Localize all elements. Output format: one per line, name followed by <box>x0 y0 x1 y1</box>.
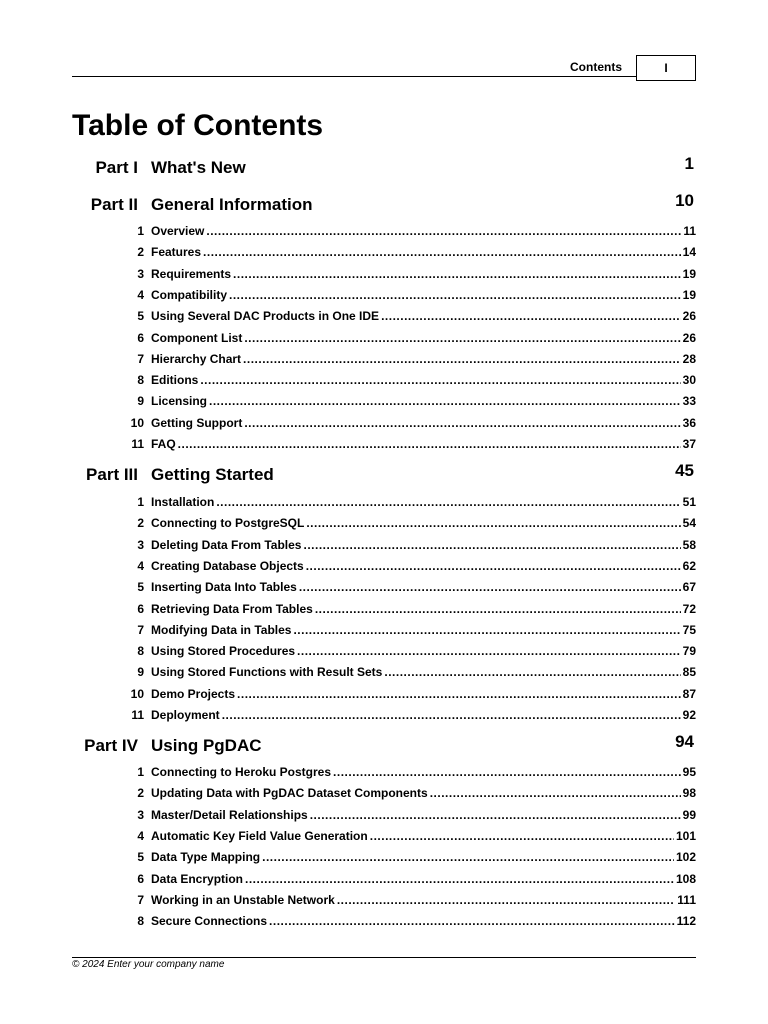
toc-entry-number: 3 <box>137 266 144 281</box>
footer-rule <box>72 957 696 958</box>
toc-entry-title: Automatic Key Field Value Generation <box>151 828 368 843</box>
toc-dot-leader <box>178 435 681 453</box>
toc-entry-number: 11 <box>131 708 144 722</box>
toc-entry[interactable] <box>72 827 696 845</box>
toc-entry-number: 7 <box>137 892 144 907</box>
toc-entry-page: 92 <box>682 708 696 722</box>
toc-entry[interactable] <box>72 435 696 453</box>
toc-entry-number: 5 <box>137 580 144 595</box>
toc-entry-line <box>151 663 696 681</box>
toc-dot-leader <box>244 414 680 432</box>
toc-part-page: 1 <box>684 154 694 173</box>
toc-dot-leader <box>222 706 681 724</box>
toc-entry-line <box>151 621 696 639</box>
toc-part-page: 94 <box>675 732 694 751</box>
toc-entry-title: Hierarchy Chart <box>151 351 242 366</box>
toc-entry-page: 26 <box>682 330 696 345</box>
toc-entry-number: 2 <box>137 786 144 801</box>
toc-dot-leader <box>381 307 681 325</box>
toc-entry[interactable] <box>72 600 696 618</box>
toc-entry-line <box>151 435 696 453</box>
toc-entry[interactable] <box>72 557 696 575</box>
toc-entry-page: 87 <box>682 686 696 701</box>
toc-entry-line <box>151 286 696 304</box>
toc-entry[interactable] <box>72 663 696 681</box>
toc-entry[interactable] <box>72 621 696 639</box>
toc-entry-number: 3 <box>137 807 144 822</box>
toc-entry-line <box>151 806 696 824</box>
toc-entry-page: 36 <box>682 415 696 430</box>
toc-entry[interactable] <box>72 371 696 389</box>
toc-entry-line <box>151 784 696 802</box>
toc-entry-line <box>151 329 696 347</box>
toc-entry-page: 11 <box>683 224 696 238</box>
toc-entry-line <box>151 371 696 389</box>
toc-entry-line <box>151 493 696 511</box>
toc-entry[interactable] <box>72 243 696 261</box>
toc-entry-number: 10 <box>130 686 144 701</box>
toc-entry-page: 95 <box>682 765 696 779</box>
toc-dot-leader <box>306 514 680 532</box>
toc-dot-leader <box>293 621 680 639</box>
toc-part-title: General Information <box>151 195 313 214</box>
toc-dot-leader <box>262 848 674 866</box>
toc-entry-title: Deployment <box>151 708 220 722</box>
toc-entry-page: 37 <box>682 437 696 451</box>
toc-entry-title: Data Type Mapping <box>151 850 261 865</box>
toc-entry-number: 2 <box>137 516 144 531</box>
toc-entry-title: Overview <box>151 224 205 238</box>
header-page-number: I <box>664 61 668 75</box>
toc-entry-title: Connecting to PostgreSQL <box>151 516 305 531</box>
toc-entry-title: Inserting Data Into Tables <box>151 580 297 595</box>
toc-entry-title: Secure Connections <box>151 914 268 929</box>
toc-part-title: Using PgDAC <box>151 736 262 755</box>
toc-entry-title: Modifying Data in Tables <box>151 622 292 637</box>
toc-entry-title: Installation <box>151 495 215 509</box>
toc-entry-title: Retrieving Data From Tables <box>151 601 313 616</box>
page-title: Table of Contents <box>72 109 324 142</box>
toc-entry[interactable] <box>72 642 696 660</box>
toc-entry-line <box>151 912 696 930</box>
toc-entry-page: 111 <box>677 892 696 907</box>
toc-dot-leader <box>303 536 680 554</box>
toc-entry-title: Demo Projects <box>151 686 236 701</box>
toc-entry-page: 101 <box>675 828 696 843</box>
toc-entry-page: 112 <box>676 914 696 929</box>
toc-entry-line <box>151 870 696 888</box>
toc-entry-number: 6 <box>137 330 144 345</box>
toc-entry[interactable] <box>72 685 696 703</box>
toc-entry[interactable] <box>72 806 696 824</box>
toc-entry-page: 67 <box>682 580 696 595</box>
toc-entry[interactable] <box>72 784 696 802</box>
toc-dot-leader <box>297 642 681 660</box>
footer-copyright: © 2024 Enter your company name <box>72 959 225 970</box>
toc-entry-line <box>151 578 696 596</box>
toc-entry[interactable] <box>72 706 696 724</box>
toc-part-title: Getting Started <box>151 465 274 484</box>
toc-entry-number: 4 <box>137 287 144 302</box>
toc-entry-number: 9 <box>137 394 144 409</box>
toc-entry-line <box>151 557 696 575</box>
toc-entry-number: 1 <box>137 224 144 238</box>
toc-dot-leader <box>333 763 681 781</box>
toc-entry[interactable] <box>72 763 696 781</box>
toc-entry-number: 1 <box>137 495 144 509</box>
toc-entry[interactable] <box>72 286 696 304</box>
toc-entry[interactable] <box>72 329 696 347</box>
toc-entry[interactable] <box>72 912 696 930</box>
toc-entry-line <box>151 536 696 554</box>
toc-entry-title: FAQ <box>151 437 176 451</box>
toc-entry-line <box>151 265 696 283</box>
toc-entry-number: 1 <box>137 765 144 779</box>
toc-entry-number: 7 <box>137 351 144 366</box>
toc-entry-line <box>151 891 696 909</box>
toc-entry-title: Features <box>151 245 202 260</box>
toc-entry-title: Getting Support <box>151 415 243 430</box>
toc-part-heading[interactable] <box>72 191 694 219</box>
toc-entry-line <box>151 763 696 781</box>
toc-entry-page: 72 <box>682 601 696 616</box>
toc-entry-page: 98 <box>682 786 696 801</box>
toc-part-number: Part I <box>95 158 138 177</box>
toc-entry-line <box>151 307 696 325</box>
toc-part-page: 45 <box>675 461 694 480</box>
toc-entry-page: 75 <box>682 622 696 637</box>
toc-entry-number: 5 <box>137 850 144 865</box>
toc-dot-leader <box>200 371 680 389</box>
toc-entry-page: 51 <box>682 495 696 509</box>
toc-dot-leader <box>370 827 674 845</box>
toc-entry-number: 9 <box>137 665 144 680</box>
toc-entry-page: 33 <box>682 394 696 409</box>
toc-entry-title: Updating Data with PgDAC Dataset Components <box>151 786 428 801</box>
toc-part-title: What's New <box>151 158 246 177</box>
toc-dot-leader <box>299 578 681 596</box>
toc-entry[interactable] <box>72 307 696 325</box>
toc-entry-line <box>151 392 696 410</box>
toc-dot-leader <box>306 557 681 575</box>
toc-entry[interactable] <box>72 222 696 240</box>
toc-entry-title: Compatibility <box>151 287 228 302</box>
toc-entry-page: 108 <box>675 871 696 886</box>
toc-dot-leader <box>244 329 680 347</box>
toc-entry-number: 2 <box>137 245 144 260</box>
toc-part-heading[interactable] <box>72 154 694 182</box>
toc-entry-page: 102 <box>675 850 696 865</box>
toc-entry-page: 58 <box>682 537 696 552</box>
toc-entry-line <box>151 222 696 240</box>
toc-entry-number: 8 <box>137 373 144 388</box>
toc-entry-title: Data Encryption <box>151 871 244 886</box>
toc-entry-title: Using Several DAC Products in One IDE <box>151 309 380 324</box>
toc-dot-leader <box>245 870 674 888</box>
toc-entry-number: 8 <box>137 914 144 929</box>
toc-dot-leader <box>216 493 680 511</box>
toc-part-page: 10 <box>675 191 694 210</box>
toc-entry[interactable] <box>72 578 696 596</box>
toc-entry-line <box>151 685 696 703</box>
toc-entry-number: 5 <box>137 309 144 324</box>
toc-part-number: Part III <box>86 465 138 484</box>
toc-dot-leader <box>233 265 681 283</box>
toc-entry-page: 26 <box>682 309 696 324</box>
toc-dot-leader <box>237 685 681 703</box>
toc-entry[interactable] <box>72 493 696 511</box>
toc-dot-leader <box>310 806 681 824</box>
toc-entry-page: 14 <box>682 245 696 260</box>
toc-dot-leader <box>206 222 681 240</box>
header-section-label: Contents <box>570 60 622 74</box>
toc-entry-line <box>151 350 696 368</box>
toc-entry-title: Deleting Data From Tables <box>151 537 302 552</box>
toc-entry-page: 30 <box>682 373 696 388</box>
toc-entry[interactable] <box>72 514 696 532</box>
toc-entry-line <box>151 414 696 432</box>
toc-entry-line <box>151 706 696 724</box>
toc-dot-leader <box>209 392 681 410</box>
toc-entry-number: 11 <box>131 437 144 451</box>
toc-entry-number: 6 <box>137 871 144 886</box>
toc-entry-page: 28 <box>682 351 696 366</box>
toc-entry-title: Licensing <box>151 394 208 409</box>
toc-entry[interactable] <box>72 870 696 888</box>
toc-dot-leader <box>430 784 681 802</box>
toc-entry-page: 19 <box>682 266 696 281</box>
toc-entry-line <box>151 827 696 845</box>
toc-entry-line <box>151 642 696 660</box>
toc-dot-leader <box>315 600 681 618</box>
toc-entry-title: Requirements <box>151 266 232 281</box>
toc-entry-title: Creating Database Objects <box>151 558 304 573</box>
toc-part-number: Part IV <box>84 736 138 755</box>
toc-entry-number: 7 <box>137 622 144 637</box>
toc-entry-title: Using Stored Functions with Result Sets <box>151 665 383 680</box>
toc-entry[interactable] <box>72 265 696 283</box>
toc-entry-title: Working in an Unstable Network <box>151 892 335 907</box>
toc-entry-line <box>151 848 696 866</box>
toc-entry-page: 79 <box>682 644 696 659</box>
toc-entry[interactable] <box>72 350 696 368</box>
toc-dot-leader <box>384 663 680 681</box>
toc-dot-leader <box>269 912 675 930</box>
toc-entry-number: 6 <box>137 601 144 616</box>
toc-entry-number: 8 <box>137 644 144 659</box>
toc-entry-line <box>151 514 696 532</box>
toc-dot-leader <box>229 286 681 304</box>
toc-part-number: Part II <box>90 195 138 214</box>
toc-entry[interactable] <box>72 414 696 432</box>
toc-entry-number: 4 <box>137 828 144 843</box>
toc-dot-leader <box>337 891 675 909</box>
toc-entry-title: Editions <box>151 373 199 388</box>
toc-entry-title: Master/Detail Relationships <box>151 807 308 822</box>
toc-entry-number: 4 <box>137 558 144 573</box>
toc-dot-leader <box>203 243 681 261</box>
toc-entry-number: 10 <box>130 415 144 430</box>
toc-entry-number: 3 <box>137 537 144 552</box>
toc-entry[interactable] <box>72 891 696 909</box>
toc-entry[interactable] <box>72 392 696 410</box>
toc-entry-title: Connecting to Heroku Postgres <box>151 765 332 779</box>
toc-dot-leader <box>243 350 681 368</box>
toc-part-heading[interactable] <box>72 732 694 760</box>
toc-entry-title: Component List <box>151 330 243 345</box>
toc-entry[interactable] <box>72 536 696 554</box>
toc-entry-page: 62 <box>682 558 696 573</box>
toc-entry-page: 19 <box>682 287 696 302</box>
toc-entry-title: Using Stored Procedures <box>151 644 296 659</box>
toc-entry[interactable] <box>72 848 696 866</box>
toc-part-heading[interactable] <box>72 461 694 489</box>
toc-entry-line <box>151 600 696 618</box>
toc-entry-page: 54 <box>682 516 696 531</box>
toc-entry-page: 99 <box>682 807 696 822</box>
toc-entry-line <box>151 243 696 261</box>
toc-entry-page: 85 <box>682 665 696 680</box>
